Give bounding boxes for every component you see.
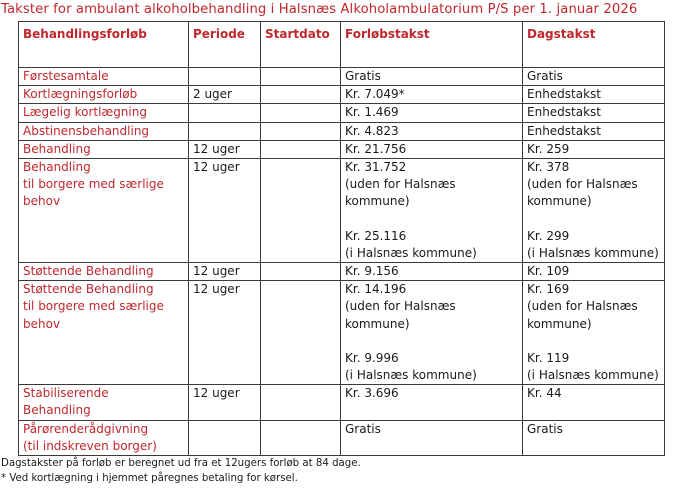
header-forloebstakst: Forløbstakst [341, 22, 523, 68]
course-rate-cell-line: (uden for Halsnæs [345, 299, 456, 314]
table-row [19, 86, 665, 104]
course-rate-cell [341, 104, 523, 122]
daily-rate-cell [523, 159, 665, 263]
treatment-name-cell-line: Stabiliserende [23, 386, 109, 401]
course-rate-cell-line: Kr. 3.696 [345, 386, 399, 401]
course-rate-cell-line: Kr. 4.823 [345, 123, 399, 138]
course-rate-cell-line [345, 333, 518, 350]
header-dagstakst: Dagstakst [523, 22, 665, 68]
course-rate-cell-line: Kr. 9.156 [345, 264, 399, 279]
table-header-row [19, 22, 665, 68]
table-row [19, 140, 665, 158]
daily-rate-cell-line [527, 211, 660, 228]
course-rate-cell-line: (uden for Halsnæs [345, 177, 456, 192]
course-rate-cell-line: kommune) [345, 316, 410, 331]
course-rate-cell [341, 159, 523, 263]
daily-rate-cell-line [527, 333, 660, 350]
course-rate-cell-line: Kr. 7.049* [345, 87, 405, 102]
treatment-name-cell-line: Behandling [23, 403, 91, 418]
daily-rate-cell-line: (uden for Halsnæs [527, 299, 638, 314]
treatment-name-cell [19, 281, 189, 385]
daily-rate-cell [523, 104, 665, 122]
treatment-name-cell [19, 122, 189, 140]
course-rate-cell-line: Kr. 1.469 [345, 105, 399, 120]
period-cell: 12 uger [189, 159, 261, 263]
daily-rate-cell-line: (i Halsnæs kommune) [527, 368, 659, 383]
course-rate-cell-line: (i Halsnæs kommune) [345, 368, 477, 383]
period-cell: 12 uger [189, 281, 261, 385]
treatment-name-cell [19, 86, 189, 104]
treatment-name-cell-line: Støttende Behandling [23, 282, 154, 297]
daily-rate-cell [523, 263, 665, 281]
footnote-koersel: * Ved kortlægning i hjemmet påregnes betaling for kørsel. [1, 473, 298, 484]
table-row [19, 263, 665, 281]
daily-rate-cell-line: Kr. 169 [527, 282, 570, 297]
course-rate-cell [341, 68, 523, 86]
treatment-name-cell [19, 140, 189, 158]
treatment-name-cell-line: behov [23, 316, 61, 331]
footnote-dagstakst: Dagstakster på forløb er beregnet ud fra et 12ugers forløb at 84 dage. [1, 458, 361, 469]
daily-rate-cell [523, 122, 665, 140]
table-row [19, 104, 665, 122]
header-startdato: Startdato [261, 22, 341, 68]
start-date-cell [261, 104, 341, 122]
start-date-cell [261, 281, 341, 385]
treatment-name-cell-line: Abstinensbehandling [23, 123, 150, 138]
treatment-name-cell [19, 420, 189, 455]
rates-table [18, 21, 665, 456]
start-date-cell [261, 86, 341, 104]
start-date-cell [261, 263, 341, 281]
treatment-name-cell-line: Førstesamtale [23, 69, 109, 83]
table-row [19, 420, 665, 455]
treatment-name-cell [19, 385, 189, 420]
treatment-name-cell-line: Kortlægningsforløb [23, 87, 138, 102]
course-rate-cell-line [345, 211, 518, 228]
course-rate-cell-line: Kr. 21.756 [345, 141, 407, 156]
treatment-name-cell [19, 263, 189, 281]
treatment-name-cell-line: Behandling [23, 141, 91, 156]
daily-rate-cell-line: Enhedstakst [527, 123, 602, 138]
treatment-name-cell-line: til borgere med særlige [23, 299, 164, 314]
daily-rate-cell-line: Gratis [527, 421, 563, 436]
table-row [19, 122, 665, 140]
course-rate-cell [341, 263, 523, 281]
period-cell [189, 122, 261, 140]
start-date-cell [261, 68, 341, 86]
course-rate-cell-line: Kr. 25.116 [345, 228, 407, 243]
daily-rate-cell-line: Gratis [527, 69, 563, 83]
course-rate-cell [341, 385, 523, 420]
table-row [19, 159, 665, 263]
daily-rate-cell [523, 140, 665, 158]
period-cell: 12 uger [189, 140, 261, 158]
period-cell: 12 uger [189, 263, 261, 281]
treatment-name-cell-line: Pårørenderådgivning [23, 421, 149, 436]
period-cell [189, 68, 261, 86]
treatment-name-cell-line: (til indskreven borger) [23, 438, 157, 453]
start-date-cell [261, 159, 341, 263]
daily-rate-cell-line: Kr. 299 [527, 228, 570, 243]
daily-rate-cell-line: Enhedstakst [527, 87, 602, 102]
daily-rate-cell-line: (uden for Halsnæs [527, 177, 638, 192]
course-rate-cell-line: Gratis [345, 69, 381, 83]
daily-rate-cell-line: Enhedstakst [527, 105, 602, 120]
daily-rate-cell-line: Kr. 119 [527, 350, 570, 365]
period-cell [189, 420, 261, 455]
start-date-cell [261, 385, 341, 420]
footnotes [1, 456, 361, 486]
daily-rate-cell-line: Kr. 109 [527, 264, 570, 279]
course-rate-cell [341, 122, 523, 140]
course-rate-cell [341, 281, 523, 385]
course-rate-cell [341, 420, 523, 455]
start-date-cell [261, 420, 341, 455]
course-rate-cell-line: Kr. 9.996 [345, 350, 399, 365]
treatment-name-cell-line: behov [23, 194, 61, 209]
period-cell: 2 uger [189, 86, 261, 104]
period-cell: 12 uger [189, 385, 261, 420]
course-rate-cell [341, 140, 523, 158]
treatment-name-cell [19, 68, 189, 86]
start-date-cell [261, 122, 341, 140]
course-rate-cell-line: Kr. 14.196 [345, 282, 407, 297]
treatment-name-cell [19, 159, 189, 263]
course-rate-cell-line: Gratis [345, 421, 381, 436]
treatment-name-cell-line: Lægelig kortlægning [23, 105, 147, 120]
table-row [19, 68, 665, 86]
daily-rate-cell [523, 385, 665, 420]
daily-rate-cell [523, 420, 665, 455]
treatment-name-cell [19, 104, 189, 122]
treatment-name-cell-line: til borgere med særlige [23, 177, 164, 192]
table-row [19, 385, 665, 420]
daily-rate-cell [523, 68, 665, 86]
header-periode: Periode [189, 22, 261, 68]
course-rate-cell-line: kommune) [345, 194, 410, 209]
daily-rate-cell [523, 86, 665, 104]
start-date-cell [261, 140, 341, 158]
header-behandlingsforloeb: Behandlingsforløb [19, 22, 189, 68]
daily-rate-cell-line: (i Halsnæs kommune) [527, 245, 659, 260]
page-title: Takster for ambulant alkoholbehandling i Halsnæs Alkoholambulatorium P/S per 1. januar 2026 [1, 2, 638, 17]
course-rate-cell-line: Kr. 31.752 [345, 160, 407, 175]
course-rate-cell-line: (i Halsnæs kommune) [345, 245, 477, 260]
period-cell [189, 104, 261, 122]
table-row [19, 281, 665, 385]
daily-rate-cell-line: Kr. 44 [527, 386, 562, 401]
daily-rate-cell-line: Kr. 259 [527, 141, 570, 156]
daily-rate-cell-line: kommune) [527, 316, 592, 331]
daily-rate-cell-line: Kr. 378 [527, 160, 570, 175]
daily-rate-cell-line: kommune) [527, 194, 592, 209]
course-rate-cell [341, 86, 523, 104]
daily-rate-cell [523, 281, 665, 385]
treatment-name-cell-line: Behandling [23, 160, 91, 175]
treatment-name-cell-line: Støttende Behandling [23, 264, 154, 279]
